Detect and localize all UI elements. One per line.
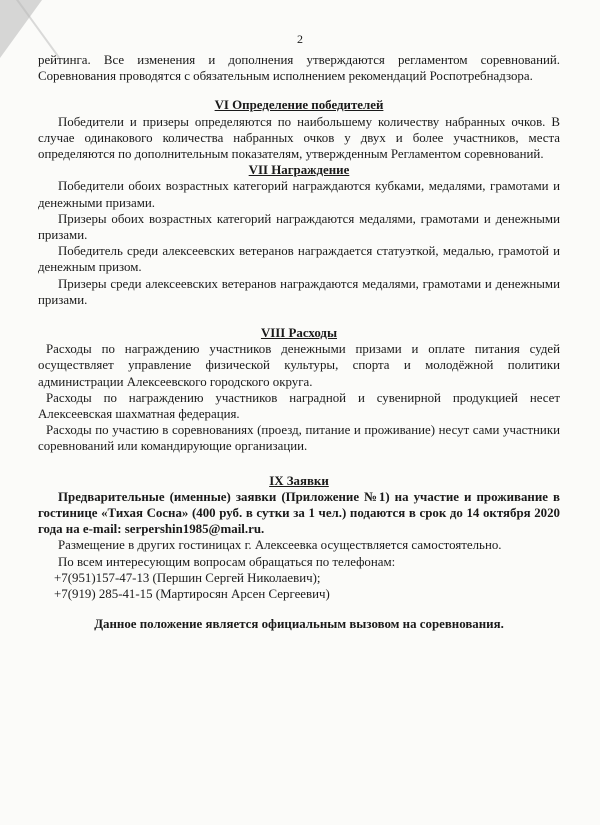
document-body <box>38 52 560 633</box>
section-9-paragraph-3: По всем интересующим вопросам обращаться по телефонам: <box>58 554 396 569</box>
section-9-paragraph-1: Предварительные (именные) заявки (Приложение №1) на участие и проживание в гостинице «Тихая Сосна» (400 руб. в сутки за 1 чел.) подаются в срок до 14 октября 2020 года на e-mail: serpershin1985@mail.ru. <box>38 489 560 537</box>
section-8-title: VIII Расходы <box>260 326 338 341</box>
section-7-paragraph-4: Призеры среди алексеевских ветеранов награждаются медалями, грамотами и денежными призами. <box>38 276 560 307</box>
intro-paragraph: рейтинга. Все изменения и дополнения утверждаются регламентом соревнований. Соревнования проводятся с обязательным исполнением рекомендаций Роспотребнадзора. <box>38 53 560 84</box>
section-8-paragraph-2: Расходы по награждению участников наградной и сувенирной продукцией несет Алексеевская шахматная федерация. <box>38 390 560 422</box>
section-8-paragraph-3: Расходы по участию в соревнованиях (проезд, питание и проживание) несут сами участники соревнований или командирующие организации. <box>38 423 560 454</box>
section-6-title: VI Определение победителей <box>214 98 384 113</box>
section-8-paragraph-1: Расходы по награждению участников денежными призами и оплате питания судей осуществляет управление физической культуры, спорта и молодёжной политики администрации Алексеевского городского округа. <box>38 342 560 389</box>
section-9-paragraph-2: Размещение в других гостиницах г. Алексеевка осуществляется самостоятельно. <box>58 538 502 553</box>
section-7-paragraph-3: Победитель среди алексеевских ветеранов награждается статуэткой, медалью, грамотой и денежным призом. <box>38 244 560 275</box>
section-9-title: IX Заявки <box>269 473 329 488</box>
section-6-paragraph: Победители и призеры определяются по наибольшему количеству набранных очков. В случае одинакового количества набранных очков у двух и более участников, места определяются по дополнительным показателям, утвержденным Регламентом соревнований. <box>38 114 560 162</box>
section-7-paragraph-1: Победители обоих возрастных категорий награждаются кубками, медалями, грамотами и денежными призами. <box>38 179 560 210</box>
closing-statement: Данное положение является официальным вызовом на соревнования. <box>94 617 504 632</box>
section-7-title: VII Награждение <box>248 163 350 178</box>
page-number: 2 <box>297 32 303 46</box>
phone-line-1: +7(951)157-47-13 (Першин Сергей Николаевич); <box>54 570 321 585</box>
section-7-paragraph-2: Призеры обоих возрастных категорий награждаются медалями, грамотами и денежными призами. <box>38 211 560 243</box>
folded-corner <box>0 0 42 58</box>
phone-line-2: +7(919) 285-41-15 (Мартиросян Арсен Сергеевич) <box>54 587 330 602</box>
